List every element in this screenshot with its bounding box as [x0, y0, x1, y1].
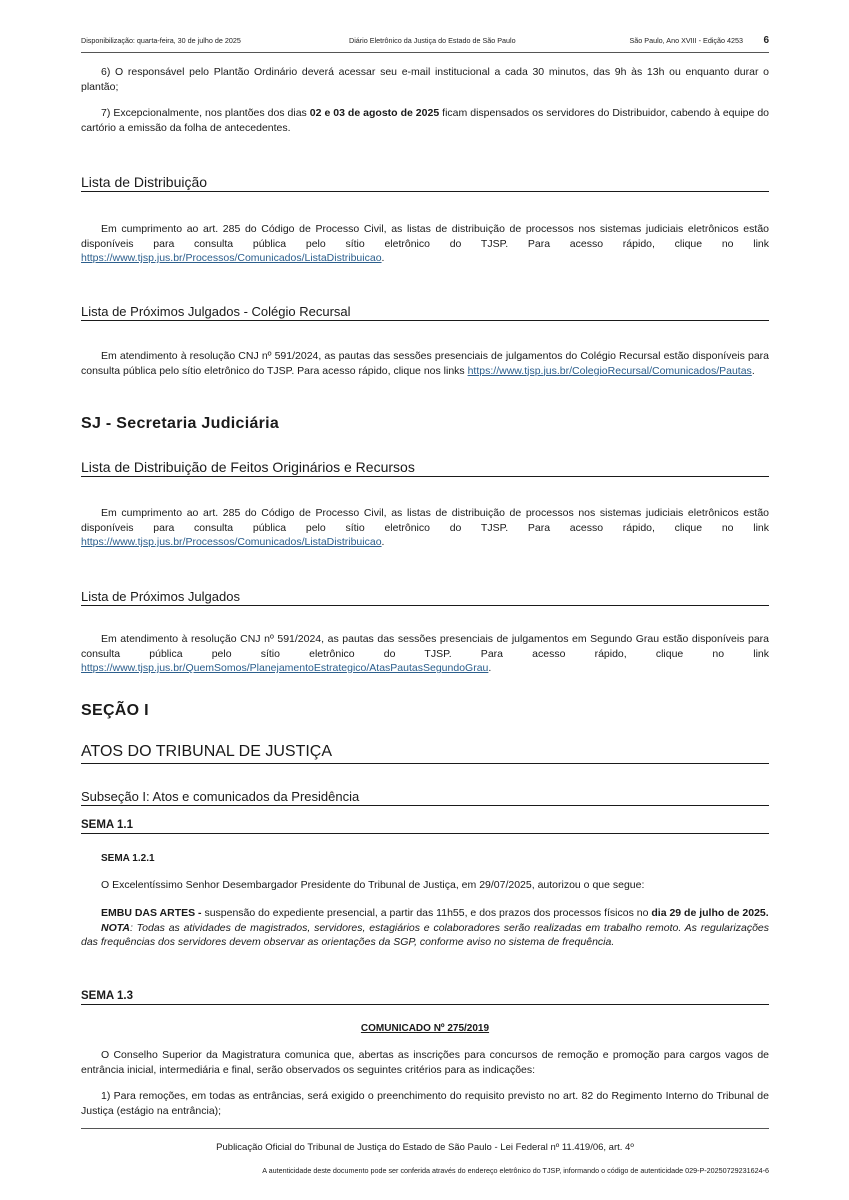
sema-1-2-1-label-block: [81, 852, 769, 867]
lista-feitos-link[interactable]: https://www.tjsp.jus.br/Processos/Comunicados/ListaDistribuicao: [81, 536, 382, 548]
item7-pre: 7) Excepcionalmente, nos plantões dos dias: [101, 107, 310, 119]
item7-post: ficam dispensados os servidores do Distribuidor, cabendo à equipe do cartório a emissão da folha de antecedentes.: [81, 107, 770, 134]
lista-feitos-text: Em cumprimento ao art. 285 do Código de Processo Civil, as listas de distribuição de processos nos sistemas judiciais eletrônicos estão disponíveis para consulta pública pelo sítio eletrônico do TJSP. Para acesso rápido, clique no link https://www.tjsp.jus.br/Processos/Comunicados/ListaDistribuicao.: [81, 507, 769, 548]
heading-proximos-julgados: Lista de Próximos Julgados: [81, 589, 769, 606]
item7-dates: 02 e 03 de agosto de 2025: [309, 107, 440, 119]
lista-feitos-body: [81, 506, 769, 550]
comunicado-p1: O Conselho Superior da Magistratura comunica que, abertas as inscrições para concursos de remoção e promoção para cargos vagos de entrância inicial, intermediária e final, serão observados os seguintes critérios para as indicações:: [81, 1049, 769, 1076]
proximos-colegio-body: [81, 349, 769, 378]
lista-distribuicao-link[interactable]: https://www.tjsp.jus.br/Processos/Comunicados/ListaDistribuicao: [81, 252, 382, 264]
proximos-colegio-text: Em atendimento à resolução CNJ nº 591/2024, as pautas das sessões presenciais de julgamentos do Colégio Recursal estão disponíveis para consulta pública pelo sítio eletrônico do TJSP. Para acesso rápido, clique nos links https://www.tjsp.jus.br/ColegioRecursal/Comunicados/Pautas.: [81, 350, 769, 377]
lista-distribuicao-body: [81, 222, 769, 266]
nota-text: : Todas as atividades de magistrados, servidores, estagiários e colaboradores serão realizadas em trabalho remoto. As regularizações das frequências dos servidores devem observar as orientações da SGP, conforme aviso no sistema de frequência.: [81, 921, 769, 948]
footer-divider: [81, 1128, 769, 1129]
header-journal: Diário Eletrônico da Justiça do Estado de São Paulo: [349, 36, 516, 45]
embu-text: suspensão do expediente presencial, a partir das 11h55, e dos prazos dos processos físicos no: [201, 907, 652, 919]
embu-label: EMBU DAS ARTES -: [101, 907, 202, 919]
proximos-colegio-sentence: Em atendimento à resolução CNJ nº 591/2024, as pautas das sessões presenciais de julgamentos do Colégio Recursal estão disponíveis para consulta pública pelo sítio eletrônico do TJSP. Para acesso rápido, clique nos links: [81, 350, 769, 377]
footer-authenticity: A autenticidade deste documento pode ser conferida através do endereço eletrônico do TJSP, informando o código de autenticidade 029-P-20250729231624-6: [262, 1166, 769, 1175]
proximos-julgados-text: Em atendimento à resolução CNJ nº 591/2024, as pautas das sessões presenciais de julgamentos em Segundo Grau estão disponíveis para consulta pública pelo sítio eletrônico do TJSP. Para acesso rápido, clique no link https://www.tjsp.jus.br/QuemSomos/PlanejamentoEstrategico/AtasPautasSegundoGrau.: [81, 633, 769, 674]
heading-lista-distribuicao: Lista de Distribuição: [81, 174, 769, 192]
heading-sema-1-3: SEMA 1.3: [81, 990, 769, 1005]
lista-distribuicao-sentence: Em cumprimento ao art. 285 do Código de Processo Civil, as listas de distribuição de processos nos sistemas judiciais eletrônicos estão disponíveis para consulta pública pelo sítio eletrônico do TJSP. Para acesso rápido, clique no link: [81, 223, 769, 250]
proximos-julgados-link[interactable]: https://www.tjsp.jus.br/QuemSomos/PlanejamentoEstrategico/AtasPautasSegundoGrau: [81, 662, 489, 674]
nota-paragraph: [81, 921, 769, 950]
proximos-julgados-body: [81, 632, 769, 676]
heading-atos-tribunal: ATOS DO TRIBUNAL DE JUSTIÇA: [81, 743, 769, 764]
heading-lista-feitos: Lista de Distribuição de Feitos Originários e Recursos: [81, 459, 769, 477]
proximos-julgados-sentence: Em atendimento à resolução CNJ nº 591/2024, as pautas das sessões presenciais de julgamentos em Segundo Grau estão disponíveis para consulta pública pelo sítio eletrônico do TJSP. Para acesso rápido, clique no link: [81, 633, 769, 660]
header-date: Disponibilização: quarta-feira, 30 de julho de 2025: [81, 36, 241, 45]
nota-label: NOTA: [101, 921, 130, 934]
heading-sj: SJ - Secretaria Judiciária: [81, 415, 280, 432]
comunicado-p1-block: [81, 1048, 769, 1077]
comunicado-p2: 1) Para remoções, em todas as entrâncias, será exigido o preenchimento do requisito previsto no art. 82 do Regimento Interno do Tribunal de Justiça (estágio na entrância);: [81, 1090, 769, 1117]
page-number: 6: [763, 35, 769, 46]
embu-date: dia 29 de julho de 2025.: [651, 907, 769, 919]
heading-proximos-colegio: Lista de Próximos Julgados - Colégio Recursal: [81, 304, 769, 321]
heading-sema-1-1: SEMA 1.1: [81, 819, 769, 834]
footer-publication: Publicação Oficial do Tribunal de Justiça do Estado de São Paulo - Lei Federal nº 11.419/06, art. 4º: [216, 1142, 634, 1153]
comunicado-p2-block: [81, 1089, 769, 1118]
sema-1-1-intro: O Excelentíssimo Senhor Desembargador Presidente do Tribunal de Justiça, em 29/07/2025, autorizou o que segue:: [101, 879, 645, 891]
lista-feitos-sentence: Em cumprimento ao art. 285 do Código de Processo Civil, as listas de distribuição de processos nos sistemas judiciais eletrônicos estão disponíveis para consulta pública pelo sítio eletrônico do TJSP. Para acesso rápido, clique no link: [81, 507, 769, 534]
embu-paragraph: [81, 906, 769, 921]
heading-subsecao: Subseção I: Atos e comunicados da Presidência: [81, 789, 769, 806]
comunicado-title: COMUNICADO Nº 275/2019: [360, 1023, 490, 1034]
embu-block: [81, 906, 769, 950]
lista-distribuicao-text: Em cumprimento ao art. 285 do Código de Processo Civil, as listas de distribuição de processos nos sistemas judiciais eletrônicos estão disponíveis para consulta pública pelo sítio eletrônico do TJSP. Para acesso rápido, clique no link https://www.tjsp.jus.br/Processos/Comunicados/ListaDistribuicao.: [81, 223, 769, 264]
intro-item-6: [81, 65, 769, 94]
intro-item-7: [81, 106, 769, 135]
intro-item-7-text: [81, 106, 769, 135]
sema-1-2-1-label: SEMA 1.2.1: [101, 853, 155, 864]
intro-item-6-text: 6) O responsável pelo Plantão Ordinário deverá acessar seu e-mail institucional a cada 30 minutos, das 9h às 13h ou enquanto durar o plantão;: [81, 66, 769, 93]
header-edition: São Paulo, Ano XVIII - Edição 4253: [629, 36, 743, 45]
sema-1-1-intro-block: [81, 878, 769, 893]
comunicado-title-block: [81, 1022, 769, 1037]
header-divider: [81, 52, 769, 53]
heading-secao-i: SEÇÃO I: [81, 702, 149, 719]
proximos-colegio-link[interactable]: https://www.tjsp.jus.br/ColegioRecursal/Comunicados/Pautas: [467, 364, 752, 377]
page-header: [81, 36, 769, 50]
